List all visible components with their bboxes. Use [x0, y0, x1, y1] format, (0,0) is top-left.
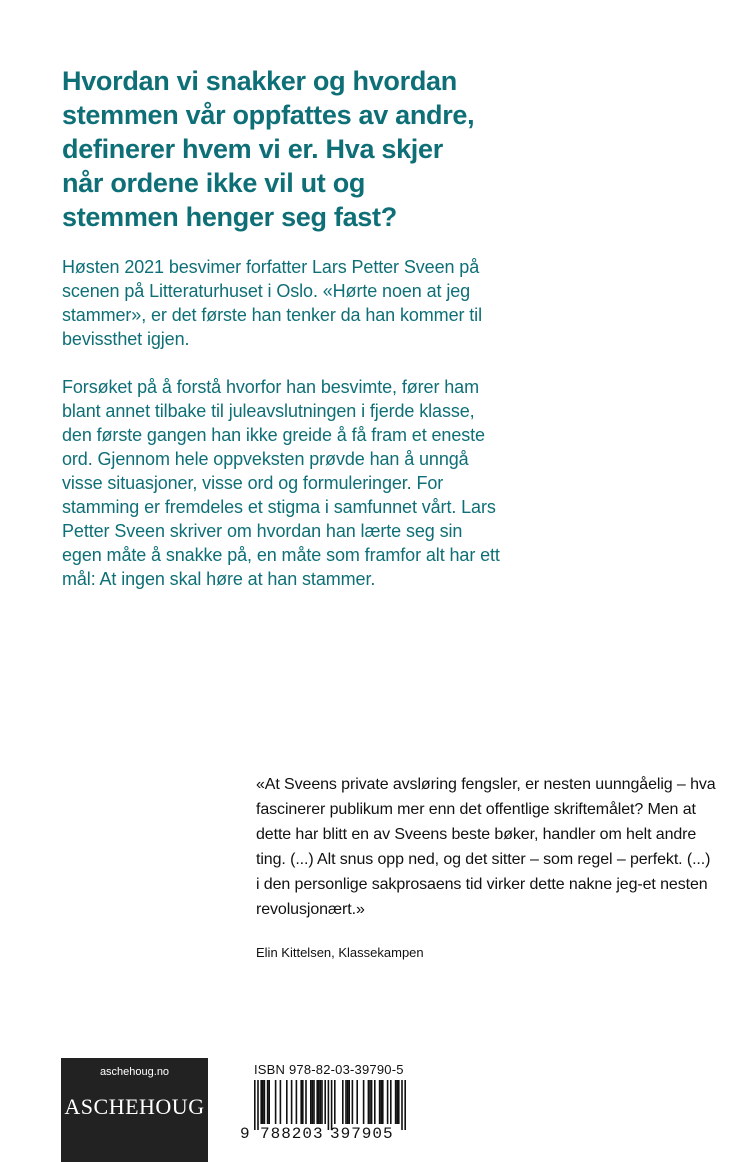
barcode-bar [382, 1080, 384, 1124]
barcode-left-digits: 788203 [260, 1125, 324, 1140]
barcode-bar [321, 1080, 323, 1124]
review-attribution: Elin Kittelsen, Klassekampen [256, 945, 424, 960]
barcode-bar [368, 1080, 370, 1124]
barcode-bar [324, 1080, 326, 1124]
barcode-bar [345, 1080, 347, 1124]
barcode-bar [352, 1080, 354, 1124]
barcode-bar [286, 1080, 288, 1124]
barcode-bar [296, 1080, 298, 1124]
review-quote: «At Sveens private avsløring fengsler, er nesten uunngåelig – hva fascinerer publikum mer enn det offentlige skriftemålet? Men at dette har blitt en av Sveens beste bøker, handler om helt andre ting. (...) Alt snus opp ned, og det sitter – som regel – perfekt. (...) i den personlige sakprosaens tid virker dette nakne jeg-et nesten revolusjonært.» [256, 776, 716, 918]
barcode-bar [390, 1080, 392, 1124]
publisher-block [61, 1058, 208, 1162]
barcode-bar [387, 1080, 389, 1124]
barcode-bar [310, 1080, 312, 1124]
barcode-bar [371, 1080, 373, 1124]
barcode-bar [369, 1080, 371, 1124]
barcode-bar [363, 1080, 365, 1124]
barcode-bar [320, 1080, 322, 1124]
barcode-first-digit: 9 [240, 1125, 250, 1140]
barcode-bar [398, 1080, 400, 1124]
barcode-bar [348, 1080, 350, 1124]
publisher-url: aschehoug.no [99, 1066, 170, 1078]
barcode-bar [342, 1080, 344, 1124]
barcode-bar [347, 1080, 349, 1124]
barcode-bar [404, 1080, 406, 1130]
barcode-bar [264, 1080, 266, 1124]
barcode-bar [305, 1080, 307, 1124]
headline: Hvordan vi snakker og hvordan stemmen vår oppfattes av andre, definerer hvem vi er. Hva skjer når ordene ikke vil ut og stemmen henger seg fast? [62, 66, 475, 232]
barcode-bar [280, 1080, 282, 1124]
barcode-bar [316, 1080, 318, 1124]
barcode-bar [395, 1080, 397, 1124]
barcode-bar [331, 1080, 333, 1130]
barcode-bars [254, 1080, 406, 1130]
barcode-bar [356, 1080, 358, 1124]
isbn-barcode [238, 1080, 408, 1140]
barcode-bar [268, 1080, 270, 1124]
isbn-label: ISBN 978-82-03-39790-5 [254, 1062, 404, 1077]
barcode-bar [262, 1080, 264, 1124]
synopsis-paragraph: Forsøket på å forstå hvorfor han besvimte, fører ham blant annet tilbake til juleavslutningen i fjerde klasse, den første gangen han ikke greide å få fram et eneste ord. Gjennom hele oppveksten prøvde han å unngå visse situasjoner, visse ord og formuleringer. For stamming er fremdeles et stigma i samfunnet vårt. Lars Petter Sveen skriver om hvordan han lærte seg sin egen måte å snakke på, en måte som framfor alt har ett mål: At ingen skal høre at han stammer. [62, 377, 500, 589]
barcode-bar [334, 1080, 336, 1124]
barcode-bar [300, 1080, 302, 1124]
barcode-bar [401, 1080, 403, 1130]
barcode-bar [313, 1080, 315, 1124]
barcode-bar [379, 1080, 381, 1124]
barcode-bar [257, 1080, 259, 1130]
barcode-bar [396, 1080, 398, 1124]
barcode-right-digits: 397905 [330, 1125, 394, 1140]
barcode-bar [380, 1080, 382, 1124]
barcode-bar [267, 1080, 269, 1124]
barcode-bar [291, 1080, 293, 1124]
intro-paragraph: Høsten 2021 besvimer forfatter Lars Petter Sveen på scenen på Litteraturhuset i Oslo. «Hørte noen at jeg stammer», er det første han tenker da han kommer til bevissthet igjen. [62, 257, 482, 349]
publisher-logo: ASCHEHOUG [64, 1094, 205, 1119]
barcode-bar [312, 1080, 314, 1124]
barcode-bar [275, 1080, 277, 1124]
barcode-bar [254, 1080, 256, 1130]
barcode-bar [328, 1080, 330, 1130]
barcode-bar [260, 1080, 262, 1124]
barcode-bar [374, 1080, 376, 1124]
barcode-bar [318, 1080, 320, 1124]
barcode-bar [302, 1080, 304, 1124]
